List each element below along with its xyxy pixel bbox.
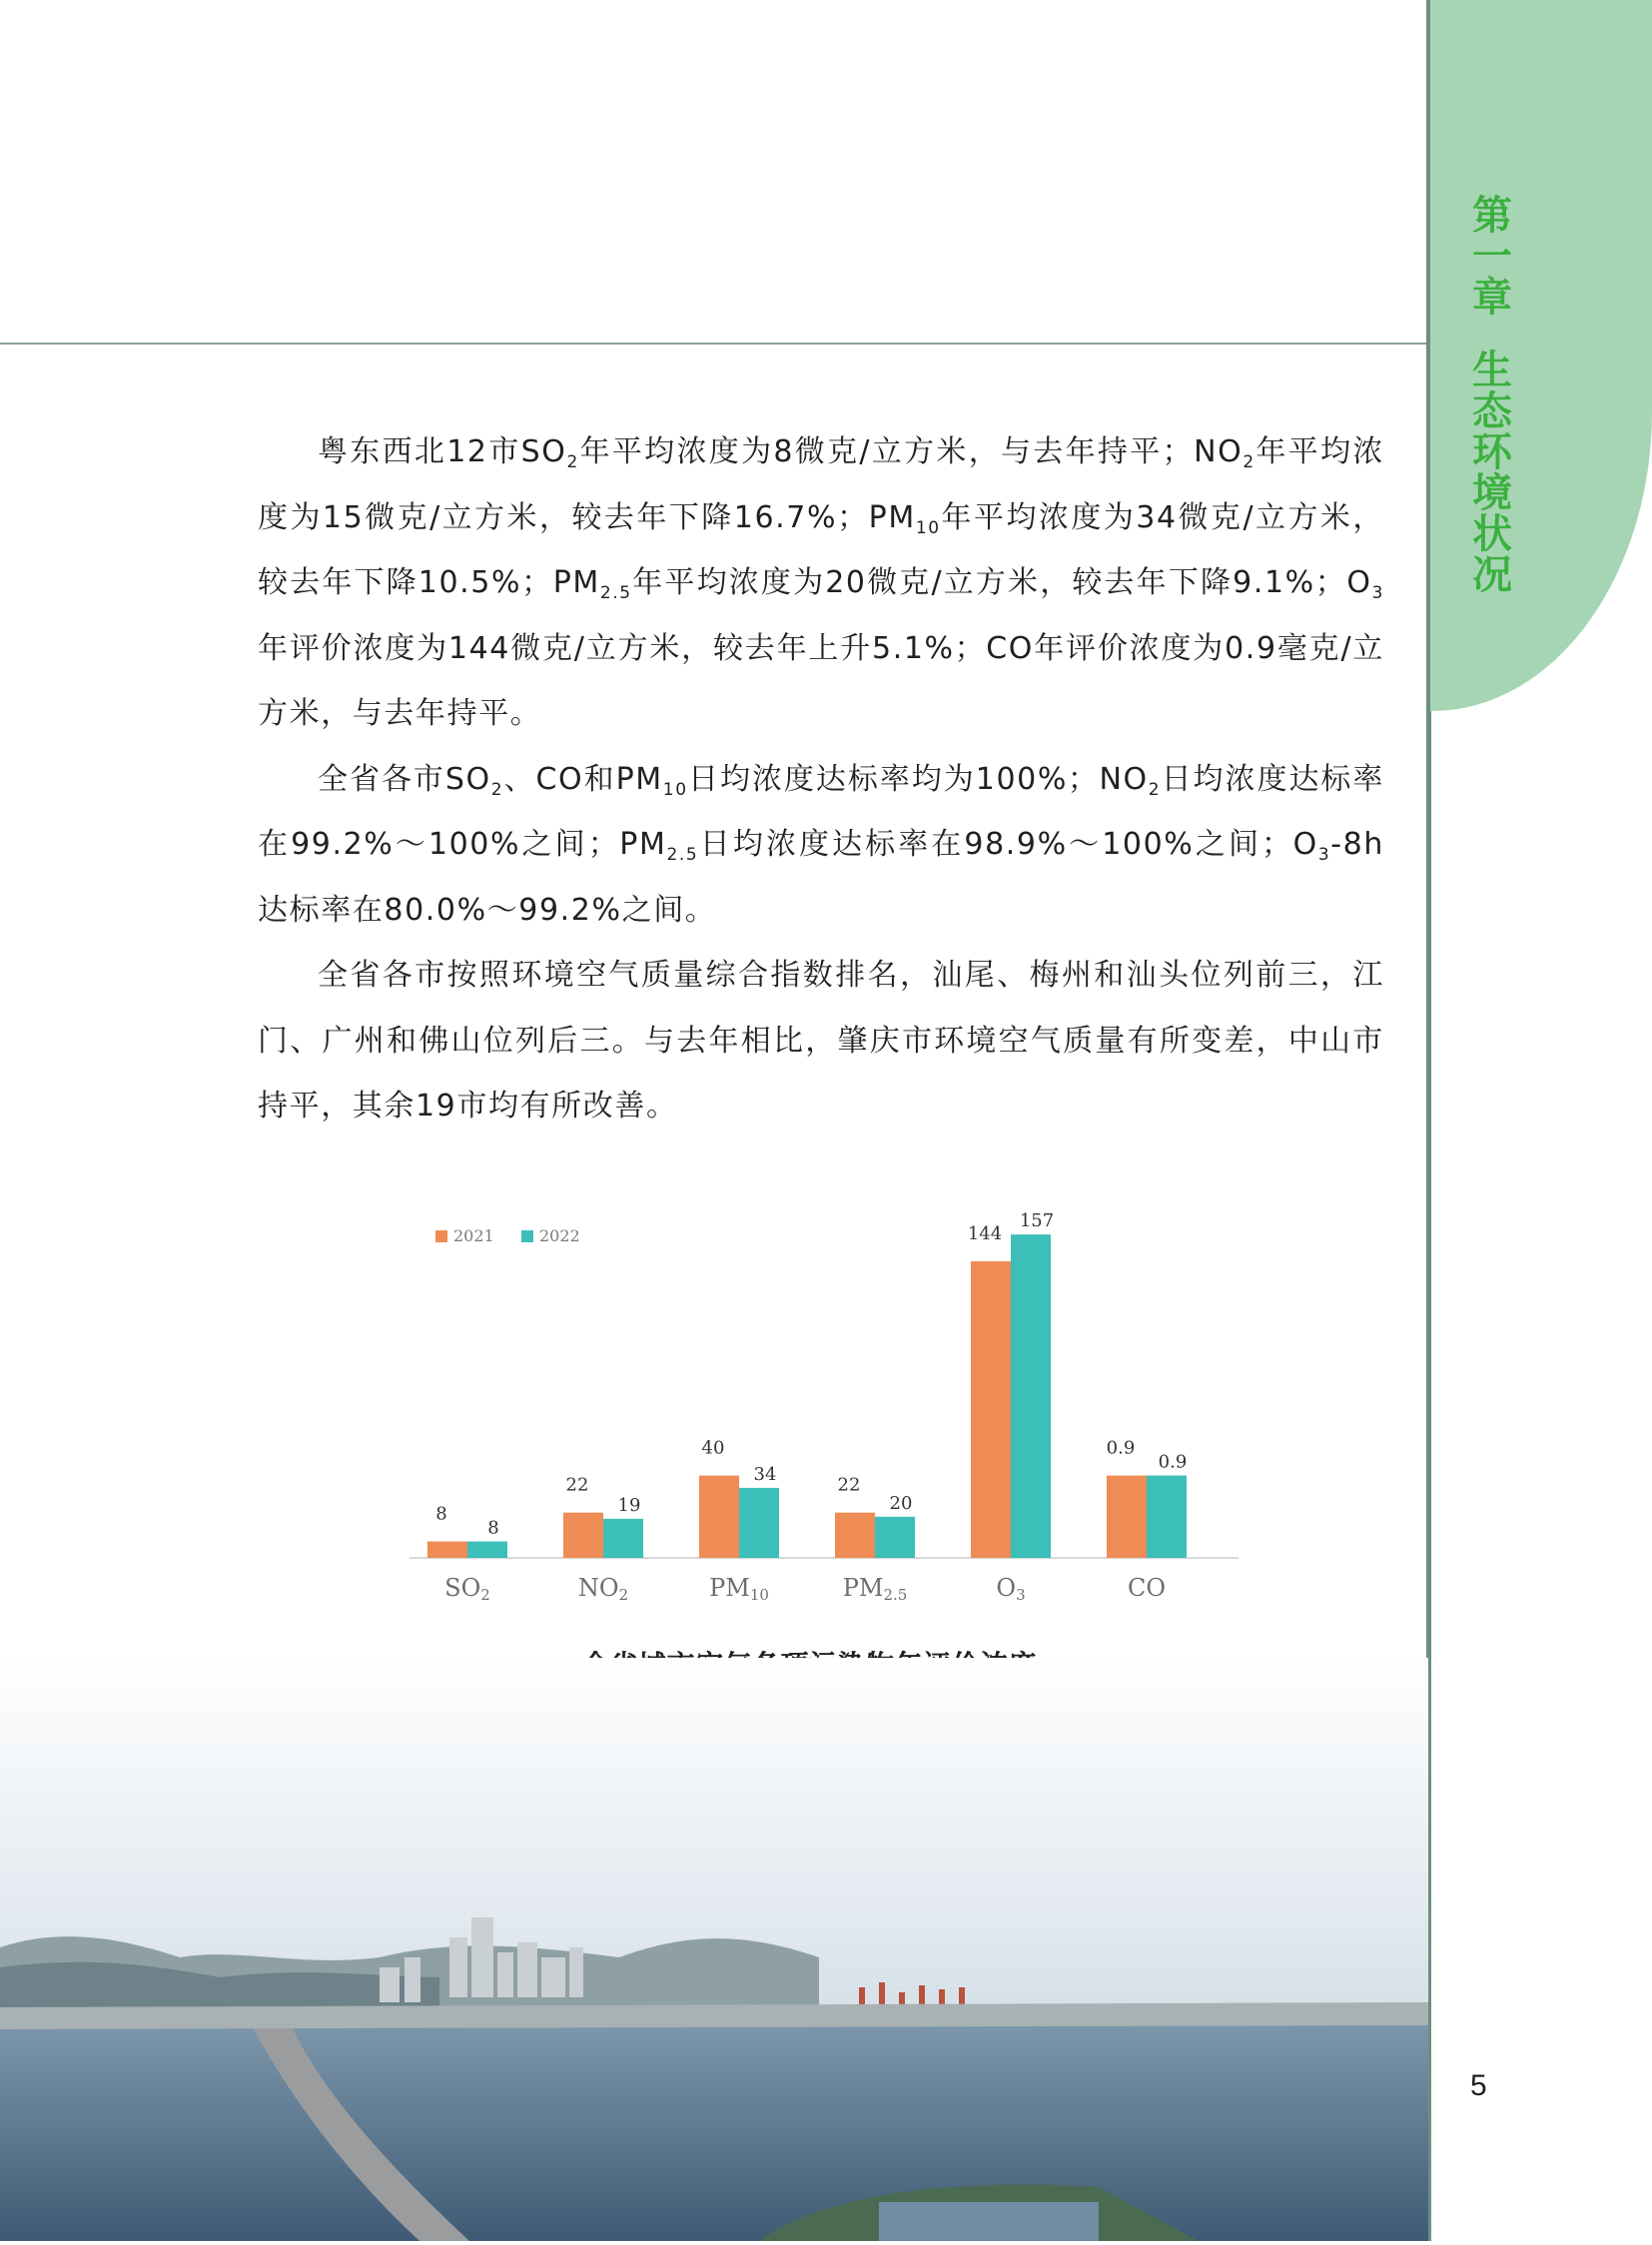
x-tick-subscript: 10 [749, 1586, 769, 1604]
subscript: 2 [490, 779, 504, 800]
subscript: 3 [1317, 845, 1331, 865]
header-rule [0, 343, 1430, 345]
text-run: 日均浓度达标率在99.2%～100%之间；PM [258, 761, 1385, 862]
pollutant-chart [340, 1188, 1278, 1638]
data-label-2022-CO: 0.9 [1158, 1451, 1188, 1473]
data-label-2021-SO2: 8 [435, 1503, 447, 1525]
data-label-2022-SO2: 8 [487, 1517, 499, 1539]
subscript: 3 [1371, 583, 1385, 603]
chapter-title-char: 态 [1472, 388, 1512, 434]
bar-2021-SO2 [427, 1542, 467, 1559]
chapter-title-char: 环 [1472, 429, 1512, 475]
chapter-title-char: 境 [1472, 470, 1512, 516]
coastal-city-photo [0, 1658, 1428, 2241]
bar-2022-PM10 [739, 1488, 779, 1558]
chapter-title-char: 状 [1472, 511, 1512, 557]
x-tick-label-PM2.5: PM2.5 [842, 1574, 908, 1604]
chapter-title-char: 况 [1472, 552, 1512, 598]
data-label-2021-PM2.5: 22 [837, 1474, 861, 1496]
legend-label-2021: 2021 [453, 1226, 494, 1245]
body-text [258, 419, 1384, 1139]
bar-2021-PM2.5 [835, 1513, 875, 1558]
x-tick-label-PM10: PM10 [709, 1574, 769, 1604]
bar-2022-O3 [1011, 1234, 1051, 1558]
data-label-2021-CO: 0.9 [1106, 1437, 1136, 1459]
text-run: 日均浓度达标率均为100%；NO [687, 761, 1149, 797]
subscript: 2 [1242, 452, 1255, 472]
bar-2021-PM10 [699, 1476, 739, 1559]
legend-label-2022: 2022 [539, 1226, 580, 1245]
x-tick-subscript: 3 [1016, 1586, 1026, 1604]
text-run: 年平均浓度为34微克/立方米，较去年下降10.5%；PM [258, 499, 1384, 600]
legend-swatch-2022 [521, 1230, 533, 1242]
text-run: 、CO和PM [503, 761, 663, 797]
data-label-2022-PM10: 34 [753, 1463, 777, 1485]
text-run: 年平均浓度为8微克/立方米，与去年持平；NO [578, 434, 1243, 469]
legend-swatch-2021 [435, 1230, 447, 1242]
data-label-2021-NO2: 22 [565, 1474, 589, 1496]
data-label-2022-NO2: 19 [617, 1494, 641, 1516]
text-run: 年平均浓度为20微克/立方米，较去年下降9.1%；O [631, 565, 1372, 600]
chapter-title-char: 生 [1472, 348, 1512, 393]
bar-2021-CO [1107, 1476, 1147, 1559]
data-label-2022-PM2.5: 20 [889, 1492, 913, 1514]
text-run: 日均浓度达标率在98.9%～100%之间；O [698, 827, 1318, 862]
x-tick-subscript: 2 [618, 1586, 629, 1604]
data-label-2022-O3: 157 [1019, 1210, 1055, 1232]
chapter-title-char: 一 [1472, 234, 1512, 280]
text-run: -8h达标率在80.0%～99.2%之间。 [258, 827, 1384, 928]
subscript: 10 [915, 517, 941, 538]
paragraph [258, 747, 1384, 944]
subscript: 10 [662, 779, 688, 800]
text-run: 粤东西北12市SO [318, 434, 567, 469]
chapter-title [1464, 193, 1520, 598]
chapter-title-char: 章 [1472, 275, 1512, 321]
data-label-2021-O3: 144 [967, 1223, 1003, 1244]
subscript: 2 [566, 452, 579, 472]
bar-2021-O3 [971, 1261, 1011, 1558]
bar-2022-CO [1147, 1476, 1187, 1559]
bar-2022-NO2 [603, 1519, 643, 1558]
paragraph [258, 419, 1384, 747]
x-tick-label-CO: CO [1127, 1574, 1167, 1602]
text-run: 全省各市SO [318, 761, 491, 797]
x-tick-label-O3: O3 [996, 1574, 1026, 1604]
x-tick-subscript: 2.5 [883, 1586, 908, 1604]
x-tick-label-SO2: SO2 [444, 1574, 490, 1604]
subscript: 2.5 [666, 845, 699, 865]
bar-2022-SO2 [467, 1542, 507, 1559]
bar-2022-PM2.5 [875, 1517, 915, 1558]
x-tick-label-NO2: NO2 [577, 1574, 629, 1604]
photo-illustration [0, 1658, 1428, 2241]
text-run: 年评价浓度为144微克/立方米，较去年上升5.1%；CO年评价浓度为0.9毫克/立方米，与去年持平。 [258, 630, 1384, 731]
paragraph [258, 943, 1384, 1139]
subscript: 2 [1148, 779, 1162, 800]
data-label-2021-PM10: 40 [701, 1437, 725, 1459]
chapter-title-char: 第 [1472, 193, 1512, 239]
x-tick-subscript: 2 [480, 1586, 490, 1604]
text-run: 全省各市按照环境空气质量综合指数排名，汕尾、梅州和汕头位列前三，江门、广州和佛山位列后三。与去年相比，肇庆市环境空气质量有所变差，中山市持平，其余19市均有所改善。 [258, 958, 1384, 1123]
text-run: 年平均浓度为15微克/立方米，较去年下降16.7%；PM [258, 434, 1385, 535]
subscript: 2.5 [599, 583, 632, 603]
bar-2021-NO2 [563, 1513, 603, 1558]
page-number: 5 [1470, 2069, 1487, 2102]
chart-svg [340, 1188, 1278, 1638]
